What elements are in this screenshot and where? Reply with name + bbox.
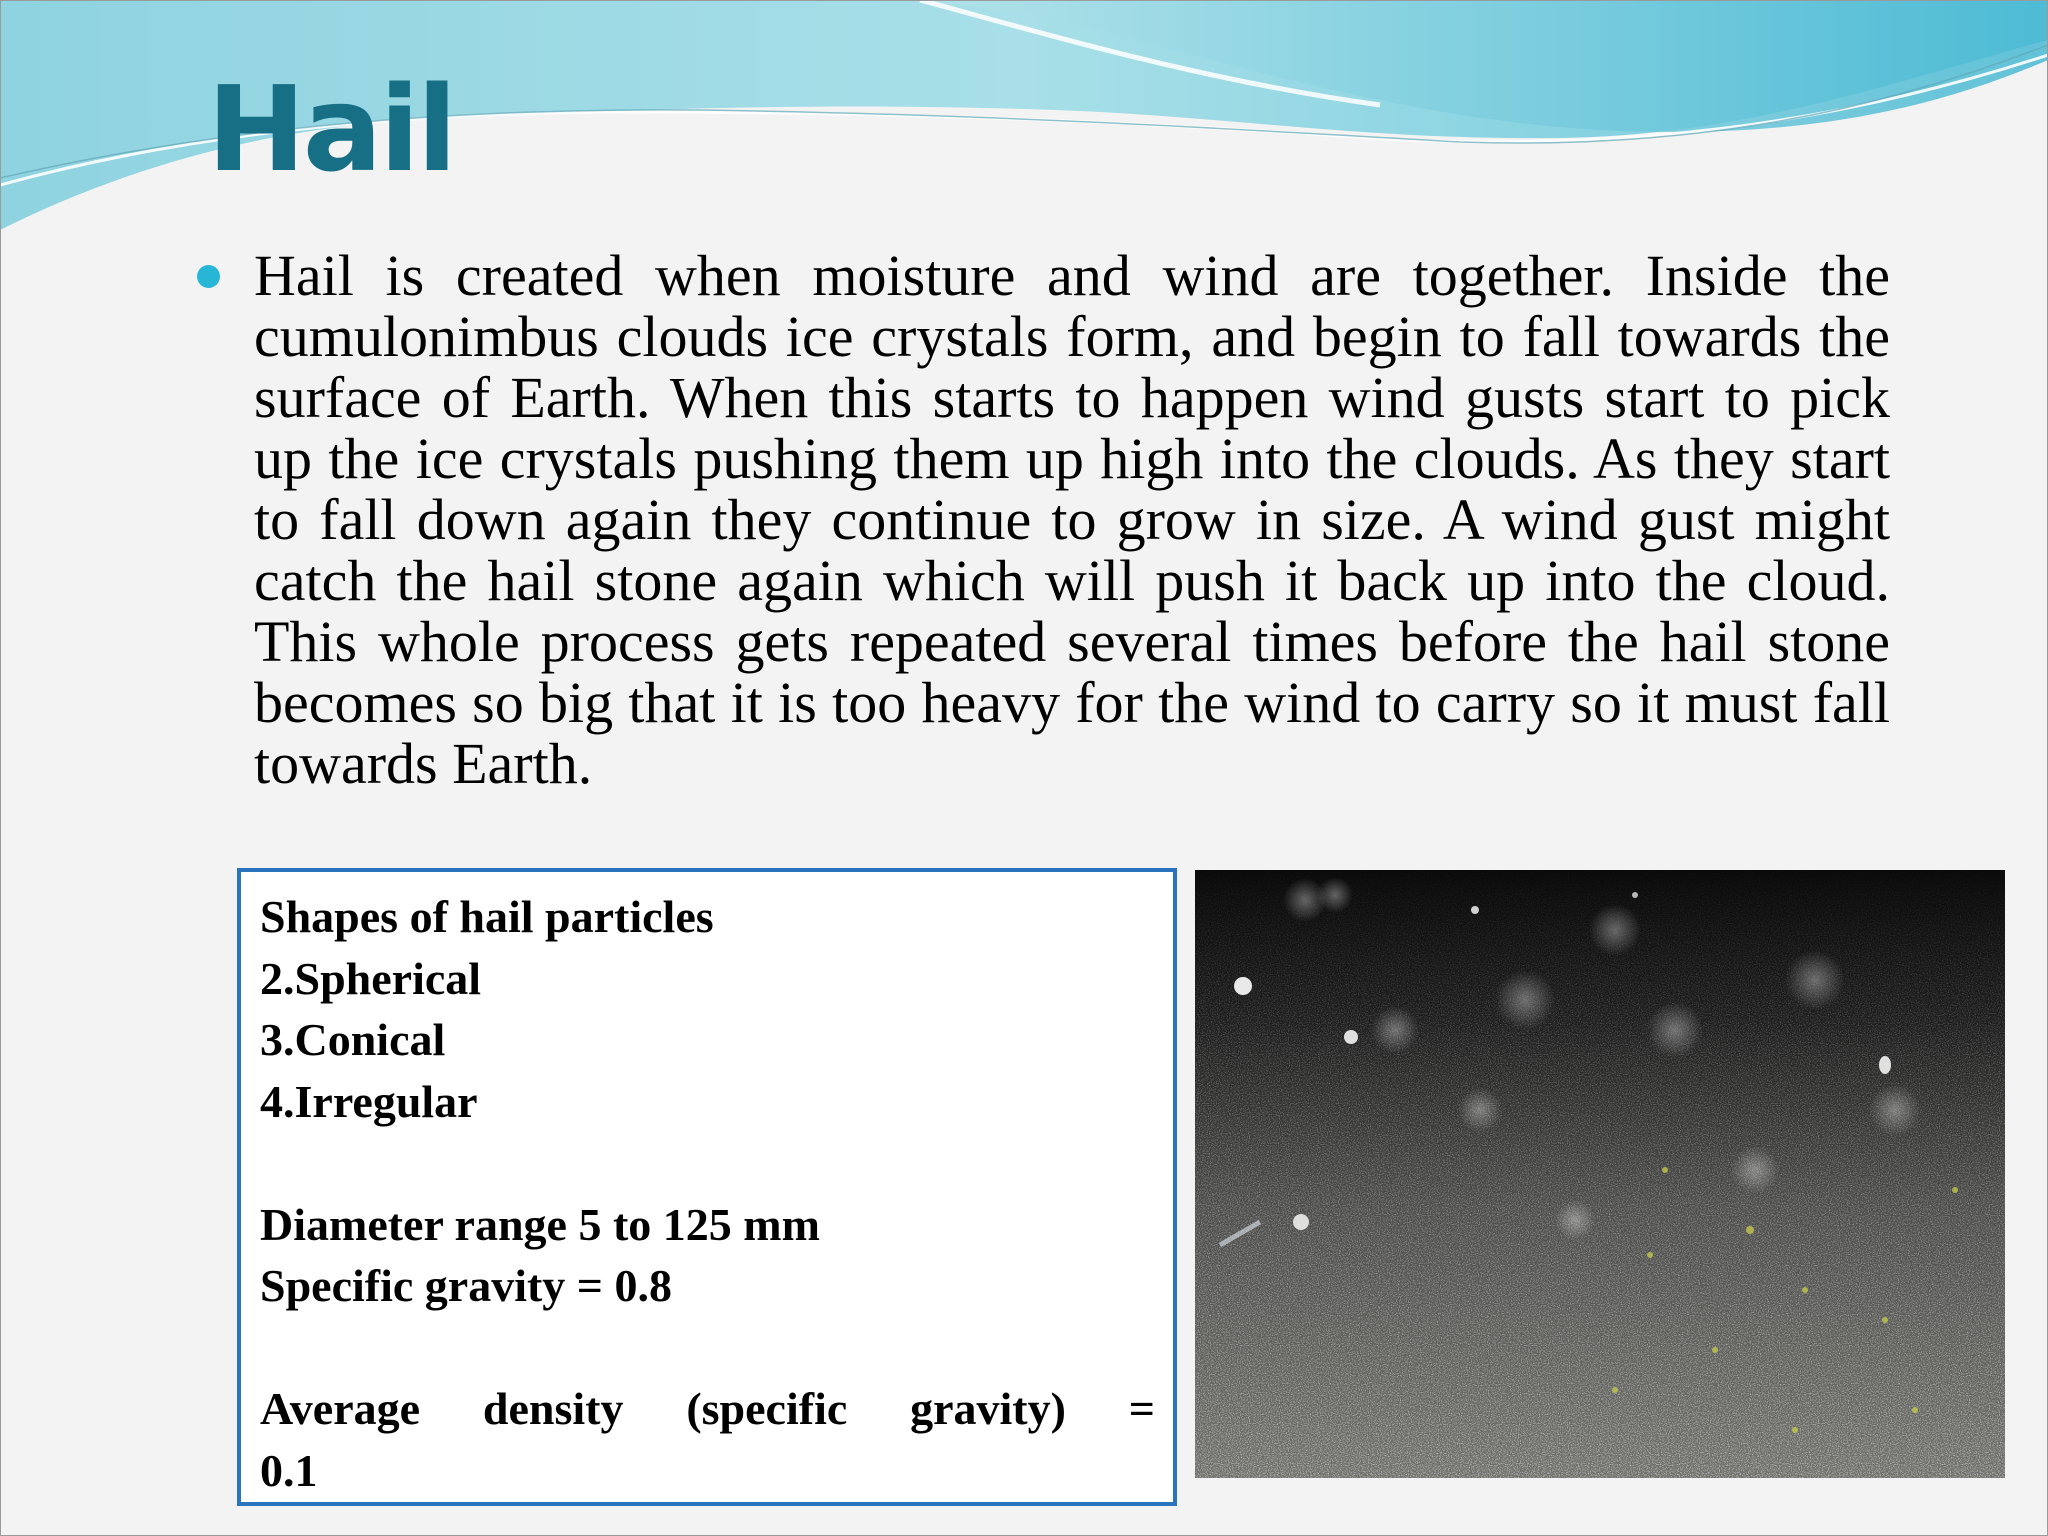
bullet-icon bbox=[197, 265, 220, 288]
shapes-heading: Shapes of hail particles bbox=[260, 891, 714, 942]
slide-title: Hail bbox=[207, 60, 455, 198]
shape-item: 3.Conical bbox=[260, 1014, 446, 1065]
shape-item: 4.Irregular bbox=[260, 1075, 478, 1127]
hail-photo-image bbox=[1195, 870, 2005, 1478]
diameter-range: Diameter range 5 to 125 mm bbox=[260, 1198, 820, 1250]
average-density-value: 0.1 bbox=[260, 1444, 318, 1496]
body-paragraph: Hail is created when moisture and wind are together. Inside the cumulonimbus clouds ice crystals form, and begin to fall towards the surface of Earth. When this starts to happen wind gusts start to pick up the ice crystals pushing them up high into the clouds. As they start to fall down again they continue to grow in size. A wind gust might catch the hail stone again which will push it back up into the cloud. This whole process gets repeated several times before the hail stone becomes so big that it is too heavy for the wind to carry so it must fall towards Earth. bbox=[254, 243, 1890, 796]
average-density-label: Average density (specific gravity) = bbox=[260, 1383, 1155, 1434]
spacer bbox=[260, 1132, 1155, 1194]
shape-item: 2.Spherical bbox=[260, 952, 482, 1004]
spacer bbox=[260, 1317, 1155, 1379]
hail-facts-box bbox=[237, 868, 1177, 1506]
specific-gravity: Specific gravity = 0.8 bbox=[260, 1260, 673, 1311]
